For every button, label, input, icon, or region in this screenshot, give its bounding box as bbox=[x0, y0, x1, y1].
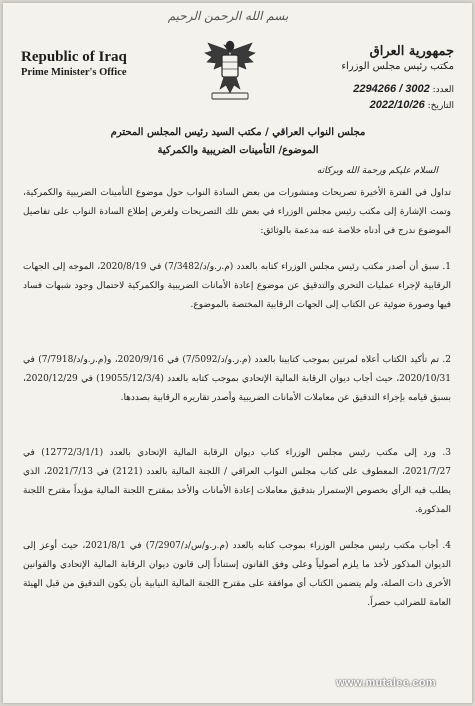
date-line bbox=[370, 99, 454, 111]
intro-paragraph: تداول في الفترة الأخيرة تصريحات ومنشورات من بعض السادة النواب حول موضوع التأمينات الضريبية والكمركية، وتمت الإشارة إلى مكتب رئيس مجلس الوزراء في بعض تلك التصريحات ولغرض إطلاع السادة النواب على تفاصيل الموضوع ندرج في أدناه خلاصة عنه مدعمة بالوثائق: bbox=[23, 188, 451, 236]
reference-number-line bbox=[353, 83, 454, 95]
reference-number-label: العدد: bbox=[432, 85, 454, 95]
list-item-1: 1. سبق أن أصدر مكتب رئيس مجلس الوزراء كتابه بالعدد (م.ر.و/د/7/3482) في 2020/8/19، الموجه إلى الجهات الرقابية لإجراء عمليات التحري والتدقيق عن موضوع إعادة الأمانات الضريبية والكمركية لاحتمال وجود شبهات فساد فيها وصورة ضوئية عن الكتاب إلى الجهات الرقابية المختصة بالموضوع. bbox=[23, 262, 451, 310]
header-english bbox=[21, 49, 127, 78]
header-arabic bbox=[341, 44, 454, 72]
list-item-4: 4. أجاب مكتب رئيس مجلس الوزراء بموجب كتابه بالعدد (م.ر.و/س/د/7/2907) في 2021/8/1، حيث أوعز إلى الديوان المذكور لأخذ ما يلزم أصولياً وعلى وفق القانون إستناداً إلى قانون ديوان الرقابة المالية الإتحادي والقوانين الأخرى ذات الصلة، ولم يتضمن الكتاب أي موافقة على مقترح اللجنة المالية النيابية بأن يكون التدقيق من قبل الهيئة العامة للضرائب حصراً. bbox=[23, 541, 452, 608]
basmala: بسم الله الرحمن الرحيم bbox=[167, 9, 289, 23]
subject-line: الموضوع/ التأمينات الضريبية والكمركية bbox=[157, 145, 319, 156]
addressee: مجلس النواب العراقي / مكتب السيد رئيس المجلس المحترم bbox=[110, 127, 366, 138]
source-watermark: www.mutalee.com bbox=[335, 677, 436, 689]
letter-page bbox=[3, 3, 472, 703]
iraq-eagle-emblem-icon bbox=[200, 37, 260, 101]
list-item-2: 2. تم تأكيد الكتاب أعلاه لمرتين بموجب كتابينا بالعدد (م.ر.و/د/7/5092) في 2020/9/16، و(م.ر.و/د/7/7918) في 2020/10/31، حيث أجاب ديوان الرقابة المالية الإتحادي بموجب كتابه بالعدد (19055/12/3/4) في 2020/12/29، بسبق قيامه بإجراء التدقيق عن معاملات الأمانات الضريبية وأصدر تقاريره الرقابية بصددها. bbox=[23, 355, 451, 403]
reference-number-value: 3002 / 2294266 bbox=[353, 83, 430, 95]
list-item-3: 3. ورد إلى مكتب رئيس مجلس الوزراء كتاب ديوان الرقابة المالية الإتحادي بالعدد (12772/3/1/1) في 2021/7/27، المعطوف على كتاب مجلس النواب العراقي / اللجنة المالية بالعدد (2121) في 2021/7/13، الذي يطلب فيه الرأي بخصوص الإستمرار بتدقيق معاملات إعادة الأمانات والأخذ بمقترح اللجنة المالية مؤيداً مقترح اللجنة المذكورة. bbox=[23, 448, 452, 515]
country-name-ar: جمهورية العراق bbox=[369, 44, 454, 59]
office-name-en: Prime Minister's Office bbox=[21, 67, 127, 78]
country-name-en: Republic of Iraq bbox=[21, 49, 127, 65]
date-value: 2022/10/26 bbox=[369, 99, 425, 111]
date-label: التاريخ: bbox=[427, 101, 454, 111]
office-name-ar: مكتب رئيس مجلس الوزراء bbox=[341, 61, 454, 72]
greeting: السلام عليكم ورحمة الله وبركاته bbox=[316, 166, 438, 176]
